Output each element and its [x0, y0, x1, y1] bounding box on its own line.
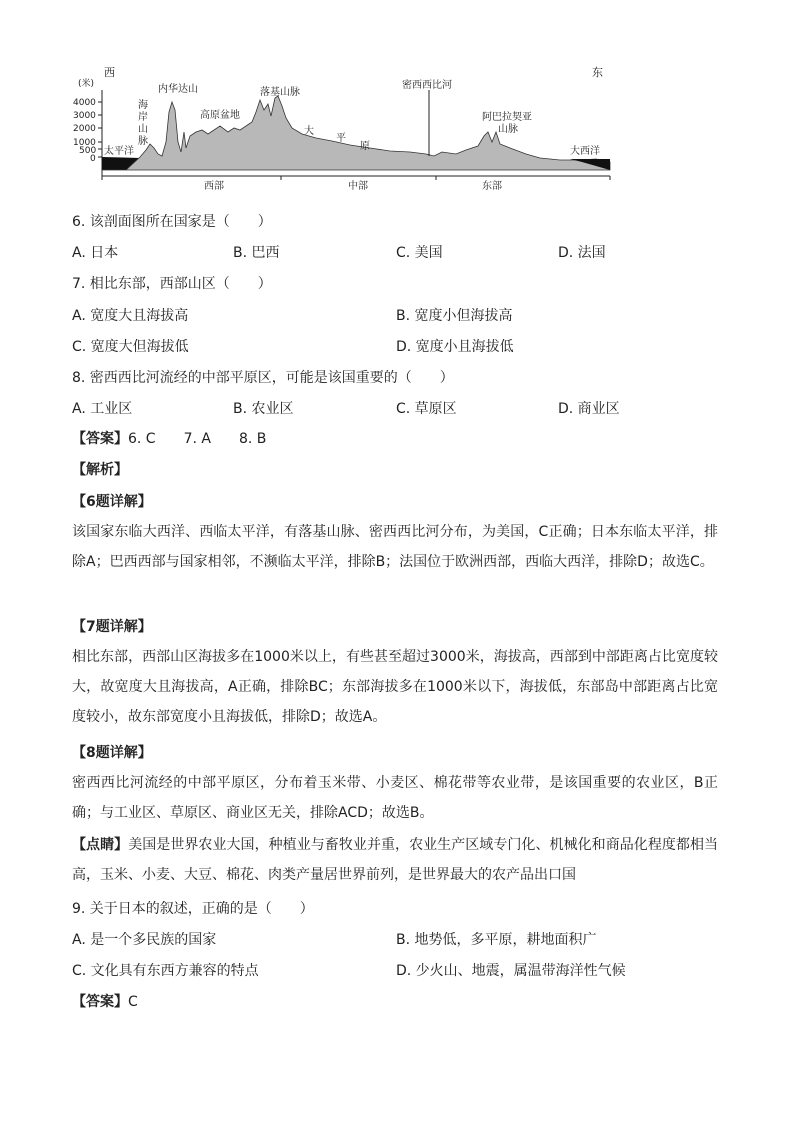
ytick-label: 1000: [73, 138, 96, 148]
pacific-label: 太平洋: [104, 146, 134, 157]
tip-text: 美国是世界农业大国，种植业与畜牧业并重，农业生产区域专门化、机械化和商品化程度都相当高，玉米、小麦、大豆、棉花、肉类产量居世界前列，是世界最大的农产品出口国: [72, 837, 719, 883]
nevada-label: 内华达山: [158, 84, 198, 95]
coast-range-label: 岸: [138, 112, 148, 123]
answer-line-2: [72, 992, 138, 1012]
question-9-stem: 9. 关于日本的叙述，正确的是（ ）: [72, 901, 314, 917]
west-label: 西: [104, 66, 115, 79]
detail-8-tag: 【8题详解】: [72, 745, 152, 761]
analysis-tag: 【解析】: [72, 462, 128, 478]
detail-6-text: 该国家东临大西洋、西临太平洋，有落基山脉、密西西比河分布，为美国，C正确；日本东临太平洋，排除A；巴西西部与国家相邻，不濒临太平洋，排除B；法国位于欧洲西部，西临大西洋，排除D；故选C。: [72, 524, 718, 570]
q7-option-d: D. 宽度小且海拔低: [396, 339, 514, 355]
question-8-stem: 8. 密西西比河流经的中部平原区，可能是该国重要的（ ）: [72, 370, 454, 386]
tip-tag: 【点睛】: [72, 837, 129, 853]
rocky-label: 落基山脉: [260, 87, 300, 98]
plains-label: 大: [304, 126, 314, 137]
q6-option-b: B. 巴西: [233, 245, 280, 261]
coast-range-label: 山: [138, 124, 148, 135]
answer-text-2: C: [128, 994, 138, 1010]
central-part-label: 中部: [348, 181, 368, 192]
q9-option-c: C. 文化具有东西方兼容的特点: [72, 963, 259, 979]
q9-option-d: D. 少火山、地震，属温带海洋性气候: [396, 963, 626, 979]
q8-option-d: D. 商业区: [558, 401, 620, 417]
answer-tag: 【答案】: [72, 431, 128, 447]
detail-7-text: 相比东部，西部山区海拔多在1000米以上，有些甚至超过3000米，海拔高，西部到中部距离占比宽度较大，故宽度大且海拔高，A正确，排除BC；东部海拔多在1000米以下，海拔低，东部岛中部距离占比宽度较小，故东部宽度小且海拔低，排除D；故选A。: [72, 649, 718, 725]
q7-option-c: C. 宽度大但海拔低: [72, 339, 189, 355]
west-part-label: 西部: [204, 181, 224, 192]
profile-figure: [70, 62, 615, 194]
q6-option-c: C. 美国: [396, 245, 443, 261]
q9-option-b: B. 地势低，多平原，耕地面积广: [396, 932, 597, 948]
mississippi-label: 密西西比河: [402, 80, 452, 91]
q9-option-a: A. 是一个多民族的国家: [72, 932, 217, 948]
coast-range-label: 脉: [138, 136, 148, 147]
q8-option-b: B. 农业区: [233, 401, 294, 417]
q8-option-a: A. 工业区: [72, 401, 133, 417]
terrain-profile: [70, 62, 615, 194]
ytick-label: 0: [90, 154, 96, 164]
terrain-shape: [102, 96, 610, 170]
answer-text: 6. C 7. A 8. B: [128, 431, 267, 447]
appalachian-label: 阿巴拉契亚: [482, 112, 532, 123]
ytick-label: 3000: [73, 111, 96, 121]
east-part-label: 东部: [482, 181, 502, 192]
basin-label: 高原盆地: [200, 110, 240, 121]
q7-option-a: A. 宽度大且海拔高: [72, 308, 189, 324]
ytick-label: 500: [79, 146, 97, 156]
tip-paragraph: [72, 830, 718, 890]
plains-label: 平: [336, 133, 346, 144]
question-7-stem: 7. 相比东部，西部山区（ ）: [72, 276, 272, 292]
q7-option-b: B. 宽度小但海拔高: [396, 308, 513, 324]
answer-tag-2: 【答案】: [72, 994, 128, 1010]
detail-8-text: 密西西比河流经的中部平原区，分布着玉米带、小麦区、棉花带等农业带，是该国重要的农业区，B正确；与工业区、草原区、商业区无关，排除ACD；故选B。: [72, 775, 718, 821]
detail-7-tag: 【7题详解】: [72, 619, 152, 635]
coast-range-label: 海: [138, 100, 148, 111]
question-6-stem: 6. 该剖面图所在国家是（ ）: [72, 214, 272, 230]
answer-line: [72, 429, 266, 449]
ytick-label: 4000: [73, 98, 96, 108]
ytick-label: 2000: [73, 124, 96, 134]
q6-option-d: D. 法国: [558, 245, 606, 261]
appalachian-label: 山脉: [498, 124, 518, 135]
east-label: 东: [592, 66, 603, 79]
unit-label: (米): [78, 79, 95, 89]
plains-label: 原: [360, 141, 370, 152]
q6-option-a: A. 日本: [72, 245, 119, 261]
q8-option-c: C. 草原区: [396, 401, 457, 417]
atlantic-label: 大西洋: [570, 146, 600, 157]
detail-6-tag: 【6题详解】: [72, 494, 152, 510]
